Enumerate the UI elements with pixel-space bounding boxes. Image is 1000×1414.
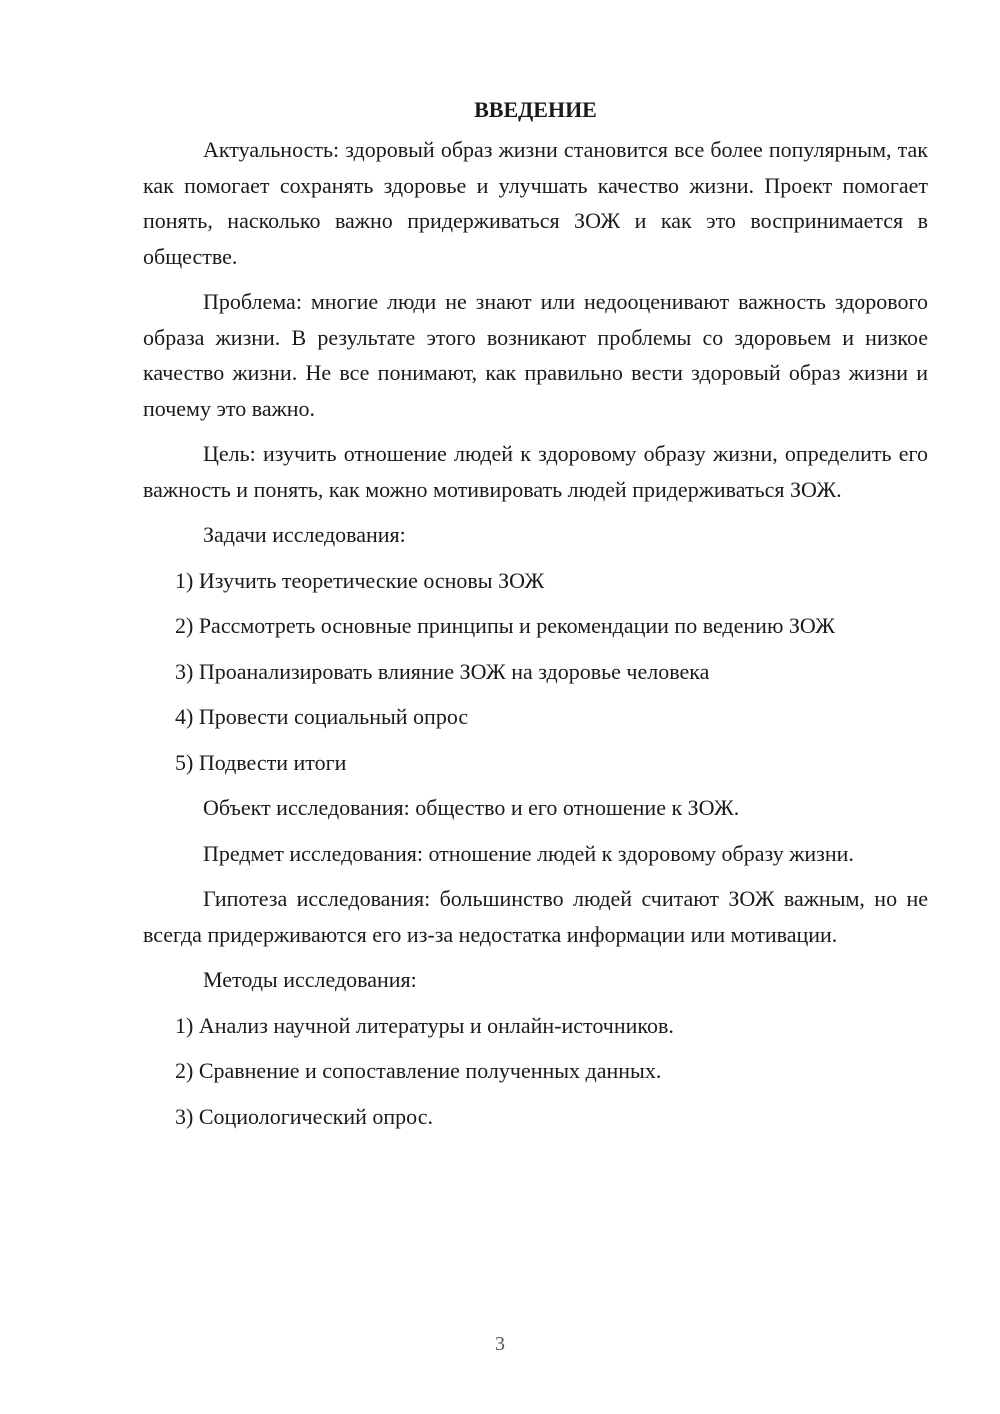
document-page bbox=[143, 92, 928, 1144]
subject-paragraph: Предмет исследования: отношение людей к здоровому образу жизни. bbox=[203, 840, 854, 866]
list-item: 3) Социологический опрос. bbox=[175, 1103, 433, 1129]
page-number: 3 bbox=[495, 1333, 505, 1355]
list-item: 1) Изучить теоретические основы ЗОЖ bbox=[175, 567, 545, 593]
list-item: 2) Рассмотреть основные принципы и рекомендации по ведению ЗОЖ bbox=[175, 613, 835, 638]
goal-paragraph: Цель: изучить отношение людей к здоровому образу жизни, определить его важность и понять, как можно мотивировать людей придерживаться ЗОЖ. bbox=[143, 441, 928, 502]
object-paragraph: Объект исследования: общество и его отношение к ЗОЖ. bbox=[203, 795, 740, 820]
tasks-heading: Задачи исследования: bbox=[203, 522, 406, 547]
relevance-paragraph: Актуальность: здоровый образ жизни становится все более популярным, так как помогает сохранять здоровье и улучшать качество жизни. Проект помогает понять, насколько важно придерживаться ЗОЖ и как это воспринимается в обществе. bbox=[143, 137, 928, 269]
methods-heading: Методы исследования: bbox=[203, 967, 417, 992]
problem-paragraph: Проблема: многие люди не знают или недооценивают важность здорового образа жизни. В результате этого возникают проблемы со здоровьем и низкое качество жизни. Не все понимают, как правильно вести здоровый образ жизни и почему это важно. bbox=[143, 289, 928, 421]
tasks-list bbox=[143, 563, 928, 781]
page-title: ВВЕДЕНИЕ bbox=[474, 97, 597, 122]
list-item: 3) Проанализировать влияние ЗОЖ на здоровье человека bbox=[175, 658, 710, 684]
list-item: 5) Подвести итоги bbox=[175, 749, 347, 775]
list-item: 2) Сравнение и сопоставление полученных данных. bbox=[175, 1058, 662, 1083]
list-item: 1) Анализ научной литературы и онлайн-источников. bbox=[175, 1012, 674, 1038]
hypothesis-paragraph: Гипотеза исследования: большинство людей считают ЗОЖ важным, но не всегда придерживаются его из-за недостатка информации или мотивации. bbox=[143, 886, 928, 947]
methods-list bbox=[143, 1008, 928, 1135]
list-item: 4) Провести социальный опрос bbox=[175, 704, 469, 729]
